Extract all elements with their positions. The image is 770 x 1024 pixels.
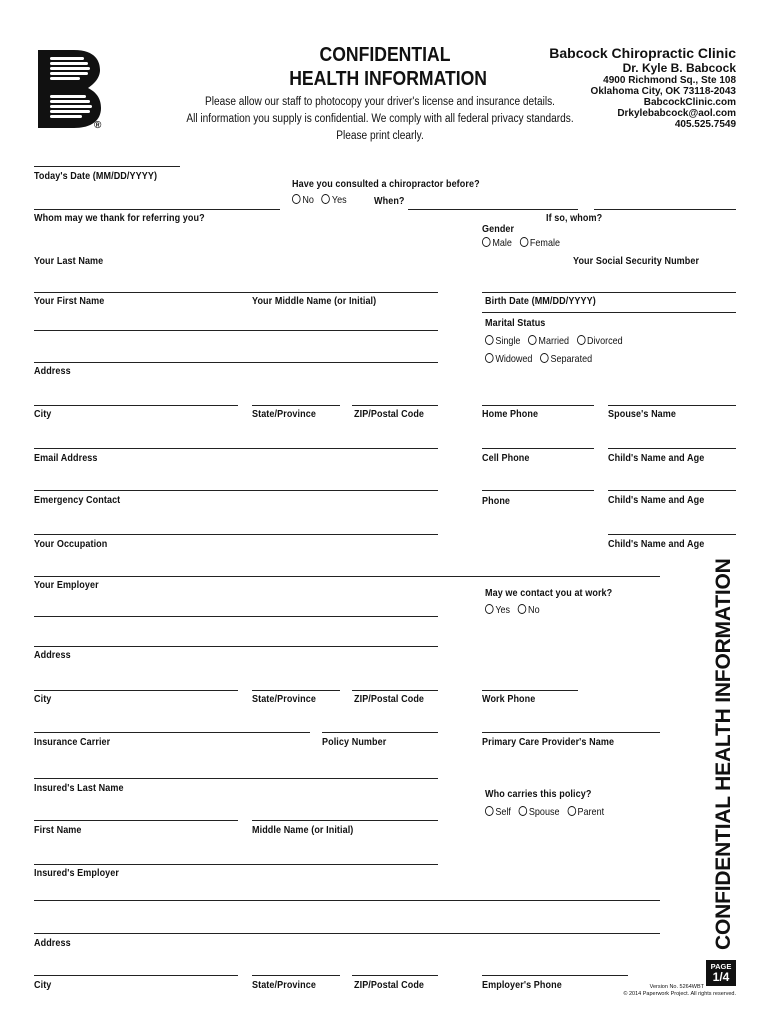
home-phone-field[interactable] bbox=[482, 405, 594, 406]
clinic-phone: 405.525.7549 bbox=[674, 119, 736, 130]
referring-field[interactable] bbox=[34, 209, 280, 210]
gender-female-option[interactable]: Female bbox=[520, 237, 560, 249]
zip-field[interactable] bbox=[352, 405, 438, 406]
version-text: Version No. 5264WBT bbox=[649, 984, 704, 990]
birth-date-field[interactable] bbox=[482, 312, 736, 313]
radio-circle-icon[interactable] bbox=[520, 237, 529, 247]
address-label: Address bbox=[34, 365, 71, 377]
consulted-no-option[interactable]: No bbox=[292, 194, 314, 206]
page-box bbox=[706, 960, 736, 986]
who-carries-parent-option[interactable]: Parent bbox=[567, 806, 604, 818]
radio-circle-icon[interactable] bbox=[518, 604, 527, 614]
consulted-yes-option[interactable]: Yes bbox=[322, 194, 347, 206]
city-field[interactable] bbox=[34, 405, 238, 406]
insured-middle-name-label: Middle Name (or Initial) bbox=[252, 824, 354, 836]
ins-zip-field[interactable] bbox=[352, 975, 438, 976]
child2-field[interactable] bbox=[608, 490, 736, 491]
radio-circle-icon[interactable] bbox=[292, 194, 301, 204]
employer-address-label: Address bbox=[34, 649, 71, 661]
insurance-carrier-label: Insurance Carrier bbox=[34, 736, 111, 748]
state-field[interactable] bbox=[252, 405, 340, 406]
page-number: 1/4 bbox=[712, 970, 730, 984]
radio-circle-icon[interactable] bbox=[485, 604, 494, 614]
child1-field[interactable] bbox=[608, 448, 736, 449]
insured-employer-label: Insured's Employer bbox=[34, 867, 119, 879]
intro-line1: Please allow our staff to photocopy your driver's license and insurance details. bbox=[205, 96, 555, 108]
when-field[interactable] bbox=[408, 209, 578, 210]
policy-number-label: Policy Number bbox=[322, 736, 387, 748]
clinic-address1: 4900 Richmond Sq., Ste 108 bbox=[603, 75, 736, 86]
occupation-field[interactable] bbox=[34, 534, 438, 535]
marital-single-option[interactable]: Single bbox=[485, 335, 520, 347]
ins-state-field[interactable] bbox=[252, 975, 340, 976]
marital-options-row1 bbox=[485, 335, 628, 347]
first-name-label: Your First Name bbox=[34, 295, 105, 307]
employer-phone-field[interactable] bbox=[482, 975, 628, 976]
employer-label: Your Employer bbox=[34, 579, 99, 591]
insured-middle-name-field[interactable] bbox=[252, 820, 438, 821]
middle-name-label: Your Middle Name (or Initial) bbox=[252, 295, 377, 307]
referring-label: Whom may we thank for referring you? bbox=[34, 212, 205, 224]
gender-options bbox=[482, 237, 565, 249]
primary-care-label: Primary Care Provider's Name bbox=[482, 736, 615, 748]
contact-work-yes-option[interactable]: Yes bbox=[485, 604, 510, 616]
radio-circle-icon[interactable] bbox=[528, 335, 537, 345]
emergency-contact-field[interactable] bbox=[34, 490, 438, 491]
who-carries-label: Who carries this policy? bbox=[485, 788, 592, 800]
marital-options-row2 bbox=[485, 353, 597, 365]
emp-state-label: State/Province bbox=[252, 693, 316, 705]
clinic-email: Drkylebabcock@aol.com bbox=[617, 108, 736, 119]
radio-circle-icon[interactable] bbox=[485, 353, 494, 363]
phone-field[interactable] bbox=[482, 490, 594, 491]
todays-date-label: Today's Date (MM/DD/YYYY) bbox=[34, 170, 158, 182]
ins-state-label: State/Province bbox=[252, 979, 316, 991]
title-line2: HEALTH INFORMATION bbox=[289, 68, 488, 90]
insured-address-field[interactable] bbox=[34, 933, 660, 934]
contact-work-no-option[interactable]: No bbox=[518, 604, 540, 616]
ssn-field[interactable] bbox=[482, 292, 736, 293]
birth-date-label: Birth Date (MM/DD/YYYY) bbox=[485, 295, 596, 307]
child3-label: Child's Name and Age bbox=[608, 538, 705, 550]
contact-work-options bbox=[485, 604, 545, 616]
who-carries-spouse-option[interactable]: Spouse bbox=[519, 806, 560, 818]
insured-address-label: Address bbox=[34, 937, 71, 949]
clinic-address2: Oklahoma City, OK 73118-2043 bbox=[590, 86, 736, 97]
email-field[interactable] bbox=[34, 448, 438, 449]
registered-mark: ® bbox=[94, 120, 102, 131]
work-phone-label: Work Phone bbox=[482, 693, 536, 705]
employer-address-field[interactable] bbox=[34, 646, 438, 647]
first-name-field[interactable] bbox=[34, 330, 438, 331]
state-label: State/Province bbox=[252, 408, 316, 420]
occupation-label: Your Occupation bbox=[34, 538, 108, 550]
radio-circle-icon[interactable] bbox=[482, 237, 491, 247]
email-label: Email Address bbox=[34, 452, 98, 464]
side-title: CONFIDENTIAL HEALTH INFORMATION bbox=[712, 558, 735, 950]
title-line1: CONFIDENTIAL bbox=[319, 44, 451, 66]
marital-widowed-option[interactable]: Widowed bbox=[485, 353, 532, 365]
cell-phone-label: Cell Phone bbox=[482, 452, 530, 464]
gender-label: Gender bbox=[482, 223, 515, 235]
ins-zip-label: ZIP/Postal Code bbox=[354, 979, 425, 991]
spouse-name-field[interactable] bbox=[608, 405, 736, 406]
insured-last-name-label: Insured's Last Name bbox=[34, 782, 124, 794]
intro-line2: All information you supply is confidential. We comply with all federal privacy standards. bbox=[186, 113, 574, 125]
insurance-carrier-field[interactable] bbox=[34, 732, 310, 733]
last-name-label: Your Last Name bbox=[34, 255, 104, 267]
marital-status-label: Marital Status bbox=[485, 317, 546, 329]
emp-zip-label: ZIP/Postal Code bbox=[354, 693, 425, 705]
work-phone-field[interactable] bbox=[482, 690, 578, 691]
primary-care-field[interactable] bbox=[482, 732, 660, 733]
insured-last-name-field[interactable] bbox=[34, 778, 438, 779]
insured-employer-field-top[interactable] bbox=[34, 864, 438, 865]
address-field[interactable] bbox=[34, 362, 438, 363]
emp-zip-field[interactable] bbox=[352, 690, 438, 691]
page-label: PAGE bbox=[710, 962, 732, 971]
who-carries-self-option[interactable]: Self bbox=[485, 806, 511, 818]
phone-label: Phone bbox=[482, 495, 511, 507]
marital-married-option[interactable]: Married bbox=[528, 335, 569, 347]
radio-circle-icon[interactable] bbox=[485, 335, 494, 345]
child1-label: Child's Name and Age bbox=[608, 452, 705, 464]
insured-employer-field[interactable] bbox=[34, 900, 660, 901]
city-label: City bbox=[34, 408, 52, 420]
if-so-whom-label: If so, whom? bbox=[546, 212, 603, 224]
clinic-name: Babcock Chiropractic Clinic bbox=[549, 45, 736, 61]
when-label: When? bbox=[374, 195, 405, 207]
copyright-text: © 2014 Paperwork Project. All rights reserved. bbox=[623, 991, 736, 997]
emp-city-label: City bbox=[34, 693, 52, 705]
cell-phone-field[interactable] bbox=[482, 448, 594, 449]
employer-field-top[interactable] bbox=[34, 576, 660, 577]
marital-separated-option[interactable]: Separated bbox=[540, 353, 592, 365]
marital-divorced-option[interactable]: Divorced bbox=[577, 335, 623, 347]
consulted-options bbox=[292, 194, 352, 206]
gender-male-option[interactable]: Male bbox=[482, 237, 512, 249]
radio-circle-icon[interactable] bbox=[322, 194, 331, 204]
employer-phone-label: Employer's Phone bbox=[482, 979, 562, 991]
emp-state-field[interactable] bbox=[252, 690, 340, 691]
emergency-contact-label: Emergency Contact bbox=[34, 494, 121, 506]
radio-circle-icon[interactable] bbox=[540, 353, 549, 363]
spouse-name-label: Spouse's Name bbox=[608, 408, 677, 420]
ssn-label: Your Social Security Number bbox=[573, 255, 700, 267]
clinic-logo bbox=[36, 48, 102, 130]
clinic-website: BabcockClinic.com bbox=[643, 97, 736, 108]
child2-label: Child's Name and Age bbox=[608, 494, 705, 506]
insured-first-name-field[interactable] bbox=[34, 820, 238, 821]
if-so-whom-field[interactable] bbox=[594, 209, 736, 210]
employer-field[interactable] bbox=[34, 616, 438, 617]
consulted-question-label: Have you consulted a chiropractor before? bbox=[292, 178, 480, 190]
who-carries-options bbox=[485, 806, 609, 818]
emp-city-field[interactable] bbox=[34, 690, 238, 691]
ins-city-field[interactable] bbox=[34, 975, 238, 976]
radio-circle-icon[interactable] bbox=[567, 806, 576, 816]
policy-number-field[interactable] bbox=[322, 732, 438, 733]
insured-first-name-label: First Name bbox=[34, 824, 82, 836]
home-phone-label: Home Phone bbox=[482, 408, 539, 420]
contact-at-work-label: May we contact you at work? bbox=[485, 587, 613, 599]
zip-label: ZIP/Postal Code bbox=[354, 408, 425, 420]
ins-city-label: City bbox=[34, 979, 52, 991]
clinic-doctor: Dr. Kyle B. Babcock bbox=[622, 61, 736, 75]
radio-circle-icon[interactable] bbox=[577, 335, 586, 345]
last-name-field[interactable] bbox=[34, 292, 438, 293]
radio-circle-icon[interactable] bbox=[519, 806, 528, 816]
intro-line3: Please print clearly. bbox=[336, 130, 424, 142]
child3-field[interactable] bbox=[608, 534, 736, 535]
todays-date-field[interactable] bbox=[34, 166, 180, 167]
radio-circle-icon[interactable] bbox=[485, 806, 494, 816]
